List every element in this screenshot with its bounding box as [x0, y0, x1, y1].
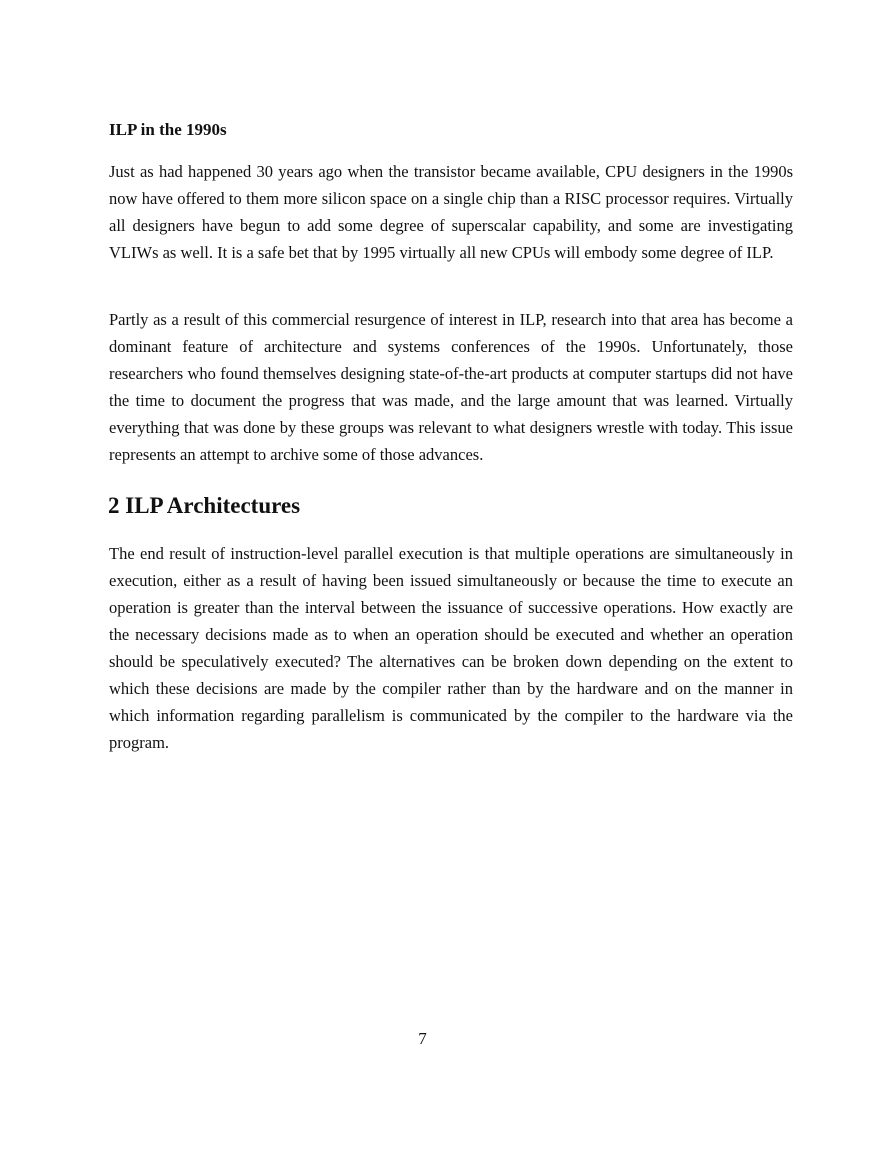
subsection-heading: ILP in the 1990s [109, 120, 227, 139]
section-heading: 2 ILP Architectures [108, 493, 301, 518]
body-paragraph-3: The end result of instruction-level parallel execution is that multiple operations are simultaneously in execution, either as a result of having been issued simultaneously or because the time to execute an operation is greater than the interval between the issuance of successive operations. How exactly are the necessary decisions made as to when an operation should be executed and whether an operation should be speculatively executed? The alternatives can be broken down depending on the extent to which these decisions are made by the compiler rather than by the hardware and on the manner in which information regarding parallelism is communicated by the compiler to the hardware via the program. [109, 544, 793, 752]
page-number: 7 [418, 1029, 427, 1048]
body-paragraph-2: Partly as a result of this commercial resurgence of interest in ILP, research into that area has become a dominant feature of architecture and systems conferences of the 1990s. Unfortunately, those researchers who found themselves designing state-of-the-art products at computer startups did not have the time to document the progress that was made, and the large amount that was learned. Virtually everything that was done by these groups was relevant to what designers wrestle with today. This issue represents an attempt to archive some of those advances. [109, 310, 793, 464]
body-paragraph-1: Just as had happened 30 years ago when the transistor became available, CPU designers in the 1990s now have offered to them more silicon space on a single chip than a RISC processor requires. Virtually all designers have begun to add some degree of superscalar capability, and some are investigating VLIWs as well. It is a safe bet that by 1995 virtually all new CPUs will embody some degree of ILP. [109, 162, 793, 262]
